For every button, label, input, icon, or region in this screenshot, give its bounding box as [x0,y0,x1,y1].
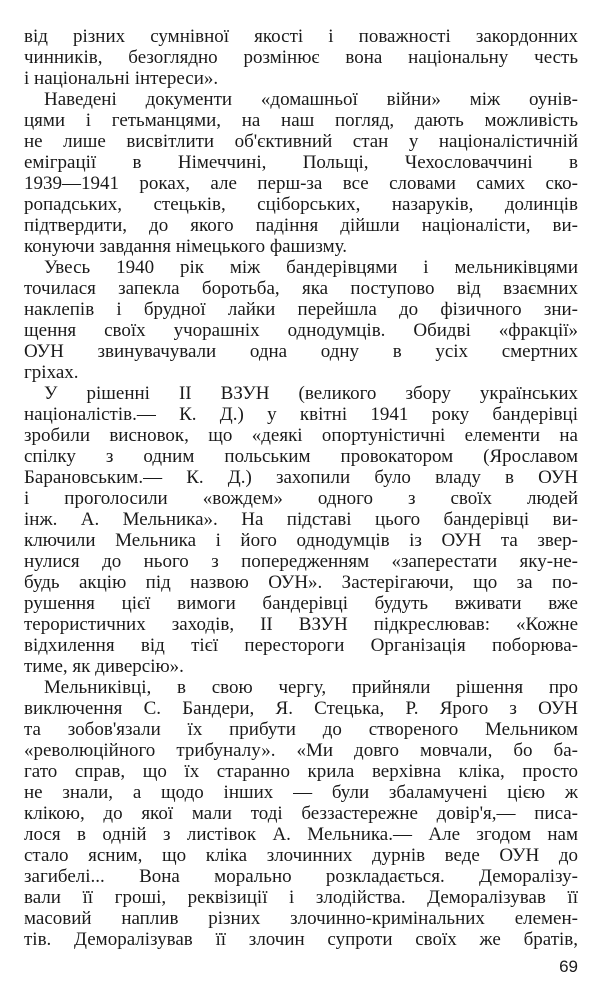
text-line: і національні інтереси». [24,68,219,89]
text-line: точилася запекла боротьба, яка поступово від взаємних [24,278,578,299]
text-line: цями і гетьманцями, на наш погляд, дають можливість [24,110,578,131]
text-line: відхилення від тієї перестороги Організація поборюва- [24,635,578,656]
page-body-text [24,26,578,950]
text-line: конуючи завдання німецького фашизму. [24,236,347,257]
text-line: не лише висвітлити об'єктивний стан у націоналістичній [24,131,578,152]
text-line: гато справ, що їх старанно крила верхівна кліка, просто [24,761,578,782]
text-line: 1939—1941 роках, але перш-за все словами самих ско- [24,173,578,194]
text-line: ОУН звинувачували одна одну в усіх смертних [24,341,578,362]
text-line: еміграції в Німеччині, Польщі, Чехословаччині в [24,152,578,173]
text-line: тиме, як диверсію». [24,656,184,677]
text-line: Наведені документи «домашньої війни» між оунів- [44,89,578,110]
text-line: ропадських, стецьків, сціборських, назаруків, долинців [24,194,578,215]
text-line: не знали, а щодо інших — були збаламучені цією ж [24,782,578,803]
text-line: У рішенні II ВЗУН (великого збору українських [44,383,578,404]
text-line: тів. Деморалізував її злочин супроти своїх же братів, [24,929,578,950]
text-line: Увесь 1940 рік між бандерівцями і мельниківцями [44,257,578,278]
text-line: вали її гроші, реквізиції і злодійства. Деморалізував її [24,887,578,908]
text-line: Барановським.— К. Д.) захопили було владу в ОУН [24,467,578,488]
text-line: щення своїх учорашніх однодумців. Обидві «фракції» [24,320,578,341]
text-line: нулися до нього з попередженням «заперестати яку-не- [24,551,578,572]
text-line: масовий наплив різних злочинно-кримінальних елемен- [24,908,578,929]
text-line: рушення цієї вимоги бандерівці будуть вживати вже [24,593,578,614]
text-line: чинників, безоглядно розмінює вона національну честь [24,47,578,68]
text-line: від різних сумнівної якості і поважності закордонних [24,26,578,47]
text-line: та зобов'язали їх прибути до створеного Мельником [24,719,578,740]
text-line: націоналістів.— К. Д.) у квітні 1941 року бандерівці [24,404,578,425]
text-line: клікою, до якої мали тоді беззастережне довір'я,— писа- [24,803,578,824]
text-line: загибелі... Вона морально розкладається. Деморалізу- [24,866,578,887]
text-line: інж. А. Мельника». На підставі цього бандерівці ви- [24,509,578,530]
text-line: Мельниківці, в свою чергу, прийняли рішення про [44,677,578,698]
text-line: стало ясним, що кліка злочинних дурнів веде ОУН до [24,845,578,866]
page-number: 69 [559,957,578,976]
text-line: «революційного трибуналу». «Ми довго мовчали, бо ба- [24,740,578,761]
text-line: ключили Мельника і його однодумців із ОУН та звер- [24,530,578,551]
text-line: виключення С. Бандери, Я. Стецька, Р. Ярого з ОУН [24,698,578,719]
text-line: будь акцію під назвою ОУН». Застерігаючи, що за по- [24,572,578,593]
text-line: і проголосили «вождем» одного з своїх людей [24,488,578,509]
text-line: гріхах. [24,362,79,383]
text-line: підтвердити, до якого падіння дійшли націоналісти, ви- [24,215,578,236]
text-line: наклепів і брудної лайки перейшла до фізичного зни- [24,299,578,320]
text-line: лося в одній з листівок А. Мельника.— Але згодом нам [24,824,578,845]
text-line: спілку з одним польським провокатором (Ярославом [24,446,578,467]
text-line: зробили висновок, що «деякі опортуністичні елементи на [24,425,578,446]
text-line: терористичних заходів, II ВЗУН підкреслював: «Кожне [24,614,578,635]
